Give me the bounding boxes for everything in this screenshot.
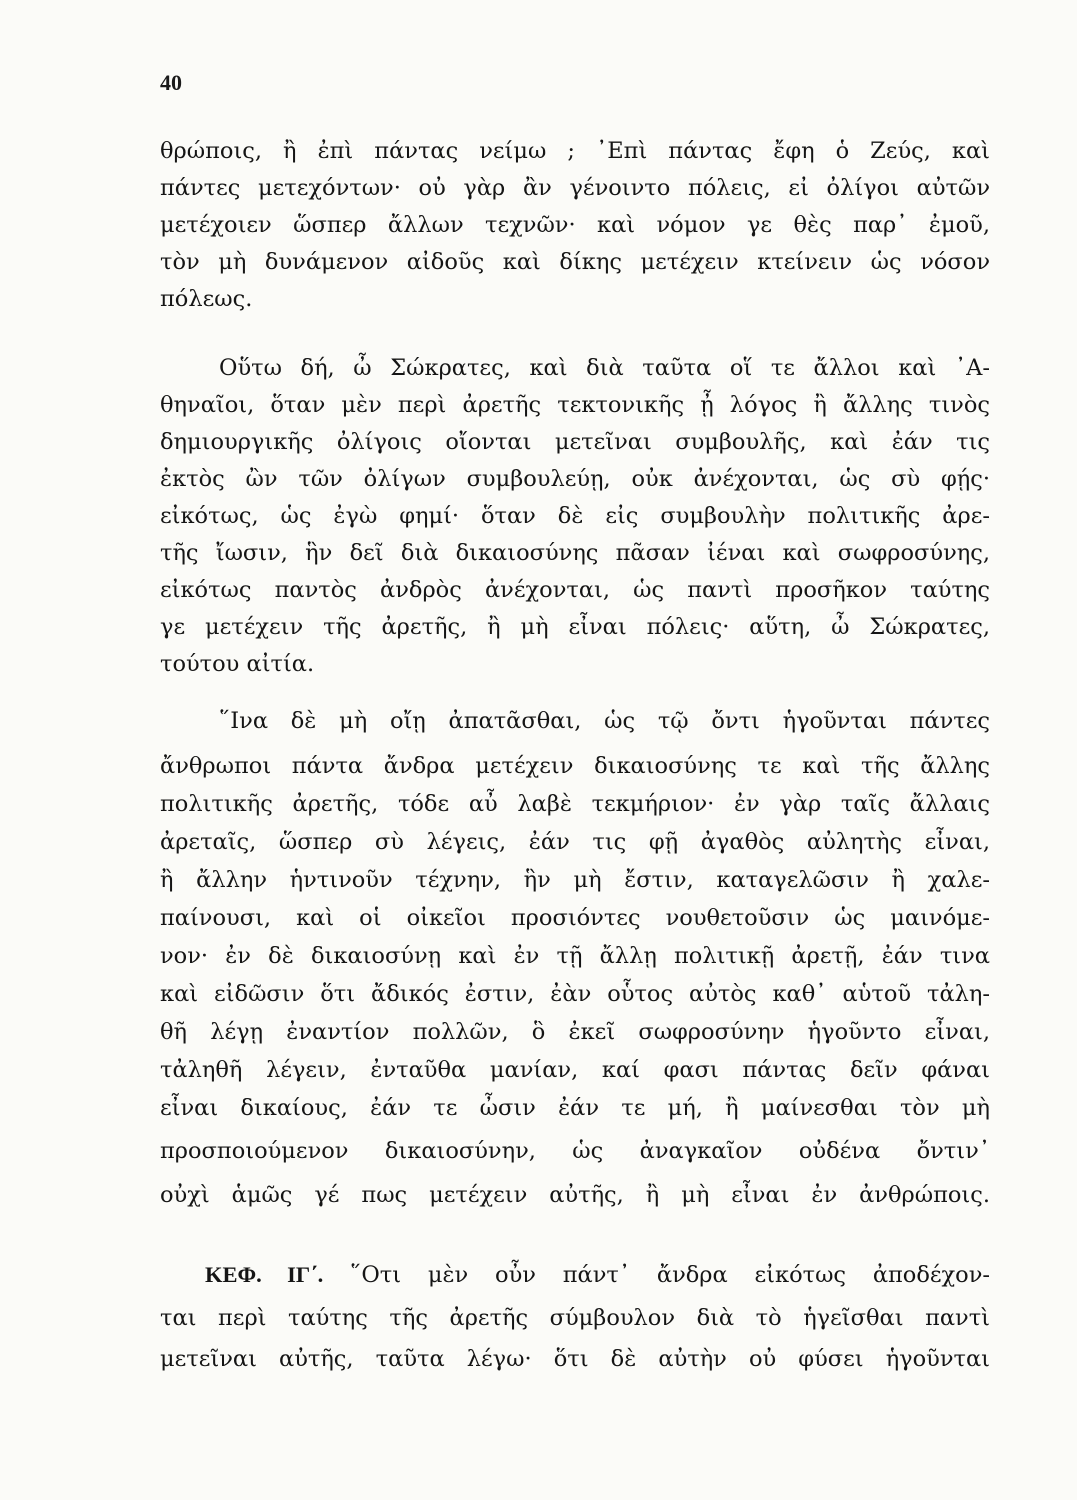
- text-line: νον· ἐν δὲ δικαιοσύνῃ καὶ ἐν τῇ ἄλλῃ πολιτικῇ ἀρετῇ, ἐάν τινα: [160, 943, 990, 969]
- text-line: εἰκότως παντὸς ἀνδρὸς ἀνέχονται, ὡς παντὶ προσῆκον ταύτης: [160, 577, 990, 603]
- text-line: μετεῖναι αὐτῆς, ταῦτα λέγω· ὅτι δὲ αὐτὴν οὐ φύσει ἡγοῦνται: [160, 1346, 990, 1372]
- text-line: ἀρεταῖς, ὥσπερ σὺ λέγεις, ἐάν τις φῇ ἀγαθὸς αὐλητὴς εἶναι,: [160, 829, 990, 855]
- text-line: προσποιούμενον δικαιοσύνην, ὡς ἀναγκαῖον οὐδένα ὄντιν᾽: [160, 1138, 990, 1164]
- text-line: παίνουσι, καὶ οἱ οἰκεῖοι προσιόντες νουθετοῦσιν ὡς μαινόμε-: [160, 905, 990, 931]
- text-line: τἀληθῆ λέγειν, ἐνταῦθα μανίαν, καί φασι πάντας δεῖν φάναι: [160, 1057, 990, 1083]
- text-line: θρώποις, ἢ ἐπὶ πάντας νείμω ; ᾿Επὶ πάντας ἔφη ὁ Ζεύς, καὶ: [160, 138, 990, 164]
- text-line: γε μετέχειν τῆς ἀρετῆς, ἢ μὴ εἶναι πόλεις· αὕτη, ὦ Σώκρατες,: [160, 614, 990, 640]
- text-line: ἐκτὸς ὢν τῶν ὀλίγων συμβουλεύῃ, οὐκ ἀνέχονται, ὡς σὺ φῄς·: [160, 466, 990, 492]
- paragraph-start-line: ῞Ινα δὲ μὴ οἴῃ ἀπατᾶσθαι, ὡς τῷ ὄντι ἡγοῦνται πάντες: [219, 708, 990, 734]
- text-line: θηναῖοι, ὅταν μὲν περὶ ἀρετῆς τεκτονικῆς ᾖ λόγος ἢ ἄλλης τινὸς: [160, 392, 990, 418]
- text-line: πάντες μετεχόντων· οὐ γὰρ ἂν γένοιντο πόλεις, εἰ ὀλίγοι αὐτῶν: [160, 175, 990, 201]
- text-line: εἶναι δικαίους, ἐάν τε ὦσιν ἐάν τε μή, ἢ μαίνεσθαι τὸν μὴ: [160, 1095, 990, 1121]
- text-line: ἢ ἄλλην ἡντινοῦν τέχνην, ἣν μὴ ἔστιν, καταγελῶσιν ἢ χαλε-: [160, 867, 990, 893]
- text-line: ται περὶ ταύτης τῆς ἀρετῆς σύμβουλον διὰ τὸ ἡγεῖσθαι παντὶ: [160, 1305, 990, 1331]
- chapter-label: ΚΕΦ. ΙΓ΄.: [205, 1262, 324, 1287]
- paragraph-start-line: Οὕτω δή, ὦ Σώκρατες, καὶ διὰ ταῦτα οἵ τε ἄλλοι καὶ ᾿Α-: [219, 355, 990, 381]
- text-line: μετέχοιεν ὥσπερ ἄλλων τεχνῶν· καὶ νόμον γε θὲς παρ᾽ ἐμοῦ,: [160, 212, 990, 238]
- text-line: εἰκότως, ὡς ἐγὼ φημί· ὅταν δὲ εἰς συμβουλὴν πολιτικῆς ἀρε-: [160, 503, 990, 529]
- text-line: οὐχὶ ἁμῶς γέ πως μετέχειν αὐτῆς, ἢ μὴ εἶναι ἐν ἀνθρώποις.: [160, 1182, 990, 1208]
- text-line: θῆ λέγῃ ἐναντίον πολλῶν, ὃ ἐκεῖ σωφροσύνην ἡγοῦντο εἶναι,: [160, 1019, 990, 1045]
- text-line: τὸν μὴ δυνάμενον αἰδοῦς καὶ δίκης μετέχειν κτείνειν ὡς νόσον: [160, 249, 990, 275]
- text-line: δημιουργικῆς ὀλίγοις οἴονται μετεῖναι συμβουλῆς, καὶ ἐάν τις: [160, 429, 990, 455]
- chapter-heading-line: [205, 1257, 990, 1293]
- text-line: τούτου αἰτία.: [160, 651, 315, 677]
- chapter-first-line-text: ῞Οτι μὲν οὖν πάντ᾽ ἄνδρα εἰκότως ἀποδέχον-: [350, 1262, 990, 1288]
- text-line: ἄνθρωποι πάντα ἄνδρα μετέχειν δικαιοσύνης τε καὶ τῆς ἄλλης: [160, 753, 990, 779]
- text-line: τῆς ἴωσιν, ἣν δεῖ διὰ δικαιοσύνης πᾶσαν ἰέναι καὶ σωφροσύνης,: [160, 540, 990, 566]
- text-line: πόλεως.: [160, 286, 253, 312]
- page-number: 40: [160, 70, 182, 95]
- text-line: πολιτικῆς ἀρετῆς, τόδε αὖ λαβὲ τεκμήριον· ἐν γὰρ ταῖς ἄλλαις: [160, 791, 990, 817]
- text-line: καὶ εἰδῶσιν ὅτι ἄδικός ἐστιν, ἐὰν οὗτος αὐτὸς καθ᾽ αὑτοῦ τἀλη-: [160, 981, 990, 1007]
